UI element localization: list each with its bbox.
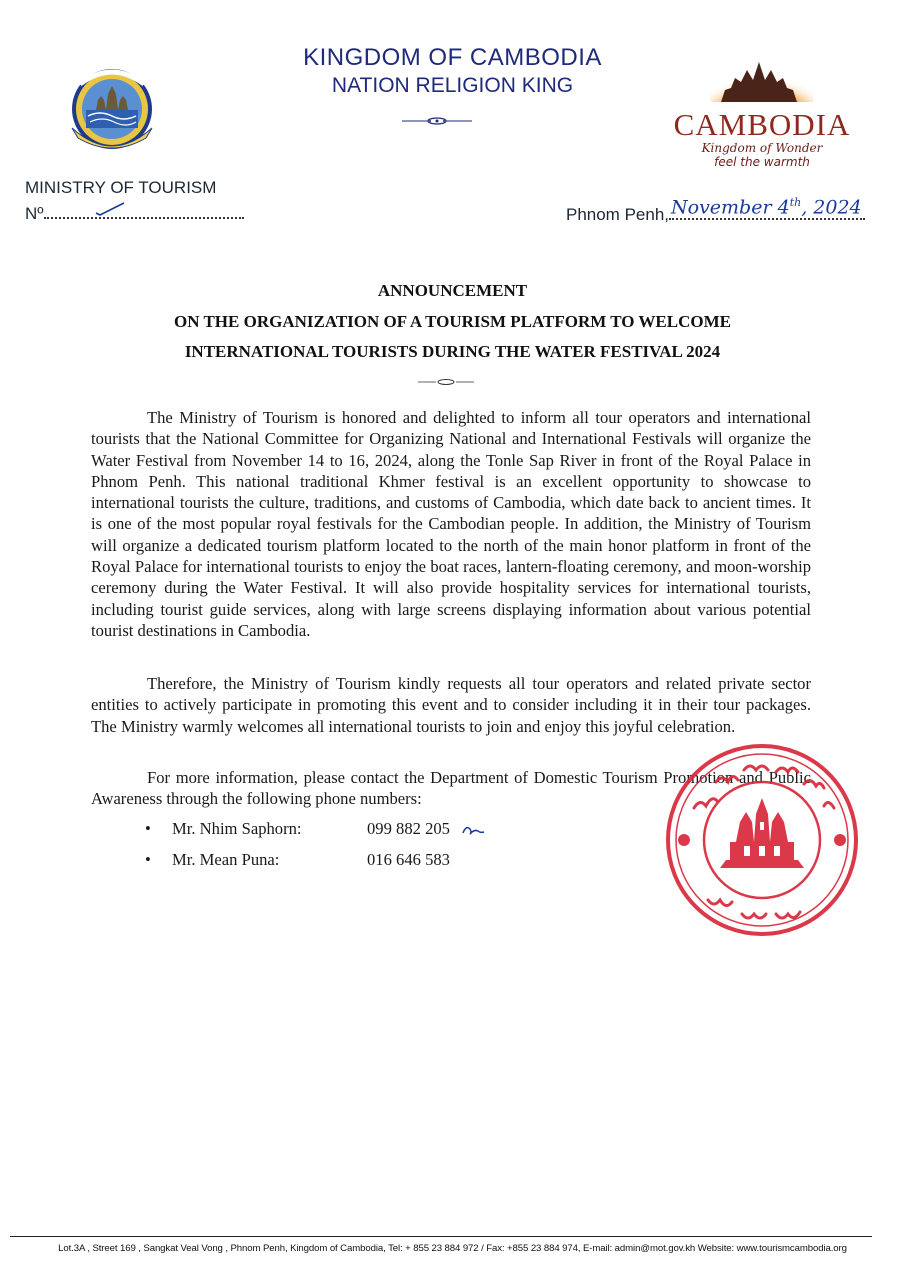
bullet: • bbox=[145, 850, 151, 869]
number-label: Nº bbox=[25, 204, 44, 223]
body-paragraph-2: Therefore, the Ministry of Tourism kindly requests all tour operators and related private sector entities to actively participate in promoting this event and to consider including it in their tour packages. The Ministry warmly welcomes all international tourists to join and enjoy this joyful celebration. bbox=[91, 674, 811, 736]
title-ornament-icon bbox=[418, 378, 474, 386]
bullet: • bbox=[145, 819, 151, 838]
temple-sunrise-icon bbox=[707, 56, 817, 102]
date-line bbox=[565, 195, 865, 225]
contact-phone: 099 882 205 bbox=[367, 819, 450, 838]
body-paragraph-1: The Ministry of Tourism is honored and delighted to inform all tour operators and international tourists that the National Committee for Organizing National and International Festivals will organize the Water Festival from November 14 to 16, 2024, along the Tonle Sap River in front of the Royal Palace in Phnom Penh. This national traditional Khmer festival is an excellent opportunity to showcase to international tourists the culture, traditions, and customs of Cambodia, which date back to ancient times. It is one of the most popular royal festivals for the Cambodian people. In addition, the Ministry of Tourism will organize a dedicated tourism platform located to the north of the main honor platform in front of the Royal Palace for international tourists to enjoy the boat races, lantern-floating ceremony, and moon-worship ceremony during the Water Festival. It will also provide hospitality services for international tourists, including tourist guide services, along with large screens displaying information about various potential tourist destinations in Cambodia. bbox=[91, 408, 811, 640]
place-label: Phnom Penh, bbox=[565, 205, 669, 224]
brand-name: CAMBODIA bbox=[673, 107, 851, 142]
footer-address: Lot.3A , Street 169 , Sangkat Veal Vong , Phnom Penh, Kingdom of Cambodia, Tel: + 855 23 884 972 / Fax: +855 23 884 974, E-mail: admin@mot.gov.kh Website: www.tourismcambodia.org bbox=[58, 1243, 847, 1254]
announcement-title: ANNOUNCEMENT bbox=[377, 281, 528, 300]
document-number-line bbox=[25, 204, 244, 224]
brand-slogan: feel the warmth bbox=[714, 155, 810, 169]
announcement-subtitle-line2: INTERNATIONAL TOURISTS DURING THE WATER FESTIVAL 2024 bbox=[184, 342, 721, 361]
announcement-subtitle-line1: ON THE ORGANIZATION OF A TOURISM PLATFORM TO WELCOME bbox=[174, 312, 731, 331]
ornament-divider-icon bbox=[402, 116, 472, 126]
cambodia-brand-logo bbox=[662, 56, 862, 169]
ministry-seal-icon bbox=[66, 66, 158, 154]
footer-divider bbox=[10, 1236, 872, 1237]
official-stamp-icon bbox=[664, 742, 860, 938]
contact-row bbox=[145, 850, 450, 870]
national-motto: NATION RELIGION KING bbox=[331, 74, 574, 97]
contact-name: Mr. Nhim Saphorn: bbox=[172, 819, 302, 838]
contact-name: Mr. Mean Puna: bbox=[172, 850, 280, 869]
handwritten-initial-icon bbox=[460, 823, 486, 837]
handwritten-date: November 4th, 2024 bbox=[671, 195, 862, 218]
ministry-name: MINISTRY OF TOURISM bbox=[25, 178, 217, 197]
contact-phone: 016 646 583 bbox=[367, 850, 450, 869]
contact-row bbox=[145, 819, 486, 839]
body-paragraph-3: For more information, please contact the Department of Domestic Tourism Promotion and Public Awareness through the following phone numbers: bbox=[91, 768, 811, 809]
checkmark-icon bbox=[94, 201, 134, 217]
date-field bbox=[669, 195, 865, 220]
kingdom-title: KINGDOM OF CAMBODIA bbox=[303, 44, 602, 71]
brand-tagline: Kingdom of Wonder bbox=[701, 141, 823, 155]
number-field bbox=[44, 207, 244, 219]
